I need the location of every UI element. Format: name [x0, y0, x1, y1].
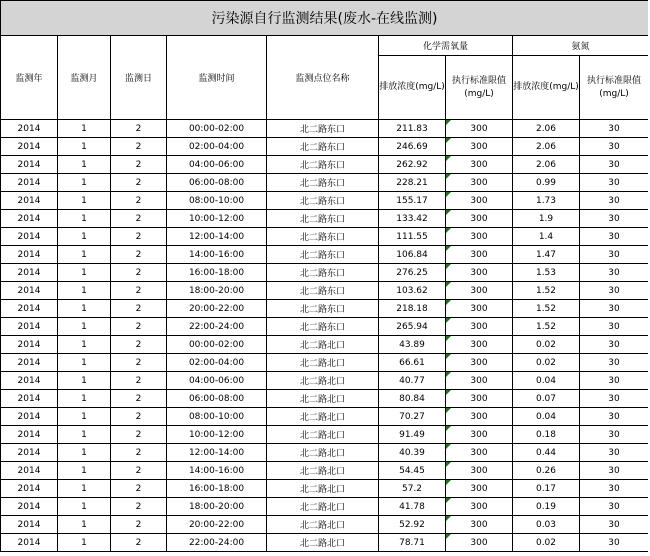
cell-month[interactable]: 1	[58, 516, 111, 534]
cell-month[interactable]: 1	[58, 336, 111, 354]
cell-day[interactable]: 2	[111, 138, 167, 156]
cell-cod-conc[interactable]: 276.25	[379, 264, 446, 282]
cell-site[interactable]: 北二路东口	[267, 120, 379, 138]
cell-day[interactable]: 2	[111, 246, 167, 264]
cell-day[interactable]: 2	[111, 372, 167, 390]
cell-time[interactable]: 06:00-08:00	[167, 390, 267, 408]
cell-ammonia-limit[interactable]: 30	[580, 120, 649, 138]
cell-year[interactable]: 2014	[1, 354, 58, 372]
cell-site[interactable]: 北二路东口	[267, 174, 379, 192]
table-row	[1, 210, 649, 228]
cell-ammonia-conc[interactable]: 0.02	[513, 354, 580, 372]
cell-ammonia-limit[interactable]: 30	[580, 534, 649, 552]
cell-day[interactable]: 2	[111, 282, 167, 300]
cell-time[interactable]: 22:00-24:00	[167, 534, 267, 552]
cell-site[interactable]: 北二路北口	[267, 372, 379, 390]
table-row	[1, 498, 649, 516]
cell-year[interactable]: 2014	[1, 192, 58, 210]
cell-site[interactable]: 北二路东口	[267, 300, 379, 318]
header-ammonia-conc[interactable]: 排放浓度(mg/L)	[513, 56, 580, 120]
cell-cod-conc[interactable]: 70.27	[379, 408, 446, 426]
cell-month[interactable]: 1	[58, 300, 111, 318]
cell-site[interactable]: 北二路北口	[267, 408, 379, 426]
cell-time[interactable]: 04:00-06:00	[167, 372, 267, 390]
cell-cod-limit[interactable]: 300	[446, 354, 513, 372]
cell-time[interactable]: 04:00-06:00	[167, 156, 267, 174]
cell-ammonia-conc[interactable]: 2.06	[513, 156, 580, 174]
header-year[interactable]: 监测年	[1, 36, 58, 120]
cell-month[interactable]: 1	[58, 534, 111, 552]
cell-year[interactable]: 2014	[1, 426, 58, 444]
cell-ammonia-limit[interactable]: 30	[580, 372, 649, 390]
cell-month[interactable]: 1	[58, 498, 111, 516]
cell-month[interactable]: 1	[58, 462, 111, 480]
cell-ammonia-limit[interactable]: 30	[580, 426, 649, 444]
cell-cod-limit[interactable]: 300	[446, 264, 513, 282]
cell-site[interactable]: 北二路北口	[267, 498, 379, 516]
cell-cod-limit[interactable]: 300	[446, 282, 513, 300]
cell-cod-conc[interactable]: 246.69	[379, 138, 446, 156]
table-row	[1, 516, 649, 534]
table-title[interactable]: 污染源自行监测结果(废水-在线监测)	[1, 1, 649, 36]
cell-cod-conc[interactable]: 40.77	[379, 372, 446, 390]
cell-time[interactable]: 00:00-02:00	[167, 120, 267, 138]
cell-site[interactable]: 北二路北口	[267, 534, 379, 552]
cell-cod-conc[interactable]: 91.49	[379, 426, 446, 444]
cell-cod-limit[interactable]: 300	[446, 318, 513, 336]
cell-cod-limit[interactable]: 300	[446, 336, 513, 354]
cell-ammonia-limit[interactable]: 30	[580, 174, 649, 192]
cell-ammonia-limit[interactable]: 30	[580, 516, 649, 534]
cell-ammonia-limit[interactable]: 30	[580, 498, 649, 516]
cell-year[interactable]: 2014	[1, 174, 58, 192]
table-row	[1, 336, 649, 354]
cell-cod-conc[interactable]: 262.92	[379, 156, 446, 174]
cell-year[interactable]: 2014	[1, 372, 58, 390]
cell-time[interactable]: 10:00-12:00	[167, 426, 267, 444]
cell-cod-limit[interactable]: 300	[446, 426, 513, 444]
table-row	[1, 444, 649, 462]
cell-day[interactable]: 2	[111, 210, 167, 228]
cell-cod-conc[interactable]: 52.92	[379, 516, 446, 534]
cell-ammonia-conc[interactable]: 1.52	[513, 318, 580, 336]
cell-time[interactable]: 12:00-14:00	[167, 444, 267, 462]
cell-site[interactable]: 北二路北口	[267, 426, 379, 444]
cell-ammonia-limit[interactable]: 30	[580, 336, 649, 354]
cell-ammonia-conc[interactable]: 1.9	[513, 210, 580, 228]
cell-time[interactable]: 16:00-18:00	[167, 480, 267, 498]
cell-ammonia-conc[interactable]: 0.07	[513, 390, 580, 408]
cell-day[interactable]: 2	[111, 444, 167, 462]
header-time[interactable]: 监测时间	[167, 36, 267, 120]
table-row	[1, 480, 649, 498]
cell-day[interactable]: 2	[111, 228, 167, 246]
header-month[interactable]: 监测月	[58, 36, 111, 120]
cell-month[interactable]: 1	[58, 246, 111, 264]
table-row	[1, 138, 649, 156]
cell-day[interactable]: 2	[111, 120, 167, 138]
cell-ammonia-limit[interactable]: 30	[580, 264, 649, 282]
cell-time[interactable]: 02:00-04:00	[167, 354, 267, 372]
cell-cod-limit[interactable]: 300	[446, 300, 513, 318]
cell-day[interactable]: 2	[111, 498, 167, 516]
cell-cod-limit[interactable]: 300	[446, 156, 513, 174]
cell-site[interactable]: 北二路北口	[267, 462, 379, 480]
cell-day[interactable]: 2	[111, 354, 167, 372]
cell-ammonia-conc[interactable]: 1.73	[513, 192, 580, 210]
cell-ammonia-conc[interactable]: 0.19	[513, 498, 580, 516]
cell-day[interactable]: 2	[111, 300, 167, 318]
table-row	[1, 282, 649, 300]
cell-ammonia-conc[interactable]: 0.04	[513, 372, 580, 390]
cell-ammonia-limit[interactable]: 30	[580, 138, 649, 156]
table-row	[1, 534, 649, 552]
cell-cod-conc[interactable]: 66.61	[379, 354, 446, 372]
table-row	[1, 390, 649, 408]
cell-site[interactable]: 北二路东口	[267, 264, 379, 282]
cell-month[interactable]: 1	[58, 156, 111, 174]
table-row	[1, 156, 649, 174]
cell-cod-conc[interactable]: 40.39	[379, 444, 446, 462]
cell-day[interactable]: 2	[111, 156, 167, 174]
cell-ammonia-limit[interactable]: 30	[580, 462, 649, 480]
cell-site[interactable]: 北二路北口	[267, 516, 379, 534]
cell-cod-conc[interactable]: 218.18	[379, 300, 446, 318]
cell-month[interactable]: 1	[58, 480, 111, 498]
cell-site[interactable]: 北二路东口	[267, 228, 379, 246]
cell-month[interactable]: 1	[58, 138, 111, 156]
cell-cod-limit[interactable]: 300	[446, 372, 513, 390]
cell-cod-limit[interactable]: 300	[446, 228, 513, 246]
cell-day[interactable]: 2	[111, 480, 167, 498]
cell-cod-limit[interactable]: 300	[446, 408, 513, 426]
cell-cod-limit[interactable]: 300	[446, 192, 513, 210]
cell-cod-conc[interactable]: 103.62	[379, 282, 446, 300]
cell-year[interactable]: 2014	[1, 480, 58, 498]
cell-month[interactable]: 1	[58, 228, 111, 246]
cell-day[interactable]: 2	[111, 264, 167, 282]
cell-ammonia-conc[interactable]: 1.53	[513, 264, 580, 282]
cell-time[interactable]: 16:00-18:00	[167, 264, 267, 282]
cell-ammonia-limit[interactable]: 30	[580, 318, 649, 336]
cell-time[interactable]: 18:00-20:00	[167, 282, 267, 300]
cell-site[interactable]: 北二路北口	[267, 444, 379, 462]
table-row	[1, 372, 649, 390]
cell-ammonia-conc[interactable]: 0.26	[513, 462, 580, 480]
cell-ammonia-limit[interactable]: 30	[580, 444, 649, 462]
cell-year[interactable]: 2014	[1, 282, 58, 300]
cell-cod-conc[interactable]: 106.84	[379, 246, 446, 264]
cell-day[interactable]: 2	[111, 534, 167, 552]
header-site[interactable]: 监测点位名称	[267, 36, 379, 120]
cell-ammonia-conc[interactable]: 0.02	[513, 336, 580, 354]
cell-cod-conc[interactable]: 111.55	[379, 228, 446, 246]
cell-site[interactable]: 北二路东口	[267, 156, 379, 174]
cell-time[interactable]: 14:00-16:00	[167, 246, 267, 264]
cell-month[interactable]: 1	[58, 390, 111, 408]
cell-site[interactable]: 北二路北口	[267, 336, 379, 354]
cell-cod-conc[interactable]: 155.17	[379, 192, 446, 210]
cell-site[interactable]: 北二路东口	[267, 210, 379, 228]
cell-time[interactable]: 20:00-22:00	[167, 516, 267, 534]
cell-cod-conc[interactable]: 80.84	[379, 390, 446, 408]
table-row	[1, 426, 649, 444]
cell-ammonia-limit[interactable]: 30	[580, 228, 649, 246]
cell-site[interactable]: 北二路东口	[267, 318, 379, 336]
cell-cod-limit[interactable]: 300	[446, 480, 513, 498]
cell-ammonia-conc[interactable]: 1.52	[513, 300, 580, 318]
cell-ammonia-limit[interactable]: 30	[580, 210, 649, 228]
cell-ammonia-conc[interactable]: 2.06	[513, 120, 580, 138]
cell-year[interactable]: 2014	[1, 228, 58, 246]
cell-year[interactable]: 2014	[1, 210, 58, 228]
cell-time[interactable]: 08:00-10:00	[167, 192, 267, 210]
cell-site[interactable]: 北二路东口	[267, 138, 379, 156]
cell-ammonia-limit[interactable]: 30	[580, 246, 649, 264]
cell-ammonia-conc[interactable]: 2.06	[513, 138, 580, 156]
cell-site[interactable]: 北二路北口	[267, 390, 379, 408]
cell-month[interactable]: 1	[58, 282, 111, 300]
cell-time[interactable]: 10:00-12:00	[167, 210, 267, 228]
cell-day[interactable]: 2	[111, 516, 167, 534]
cell-cod-conc[interactable]: 57.2	[379, 480, 446, 498]
cell-site[interactable]: 北二路北口	[267, 354, 379, 372]
cell-day[interactable]: 2	[111, 462, 167, 480]
table-row	[1, 174, 649, 192]
cell-month[interactable]: 1	[58, 264, 111, 282]
cell-ammonia-conc[interactable]: 1.52	[513, 282, 580, 300]
table-row	[1, 408, 649, 426]
cell-ammonia-conc[interactable]: 0.18	[513, 426, 580, 444]
cell-year[interactable]: 2014	[1, 300, 58, 318]
cell-ammonia-conc[interactable]: 0.03	[513, 516, 580, 534]
cell-ammonia-limit[interactable]: 30	[580, 156, 649, 174]
cell-year[interactable]: 2014	[1, 498, 58, 516]
cell-time[interactable]: 20:00-22:00	[167, 300, 267, 318]
cell-ammonia-limit[interactable]: 30	[580, 192, 649, 210]
cell-year[interactable]: 2014	[1, 444, 58, 462]
cell-month[interactable]: 1	[58, 444, 111, 462]
header-ammonia[interactable]: 氨氮	[513, 36, 649, 56]
table-row	[1, 318, 649, 336]
table-row	[1, 120, 649, 138]
cell-ammonia-limit[interactable]: 30	[580, 282, 649, 300]
cell-year[interactable]: 2014	[1, 246, 58, 264]
cell-ammonia-conc[interactable]: 0.02	[513, 534, 580, 552]
cell-cod-limit[interactable]: 300	[446, 444, 513, 462]
cell-year[interactable]: 2014	[1, 516, 58, 534]
cell-cod-limit[interactable]: 300	[446, 390, 513, 408]
cell-year[interactable]: 2014	[1, 120, 58, 138]
header-day[interactable]: 监测日	[111, 36, 167, 120]
cell-cod-conc[interactable]: 78.71	[379, 534, 446, 552]
header-cod[interactable]: 化学需氧量	[379, 36, 513, 56]
cell-month[interactable]: 1	[58, 192, 111, 210]
cell-year[interactable]: 2014	[1, 318, 58, 336]
cell-day[interactable]: 2	[111, 336, 167, 354]
cell-day[interactable]: 2	[111, 390, 167, 408]
cell-time[interactable]: 18:00-20:00	[167, 498, 267, 516]
cell-month[interactable]: 1	[58, 408, 111, 426]
cell-day[interactable]: 2	[111, 174, 167, 192]
table-row	[1, 228, 649, 246]
cell-site[interactable]: 北二路东口	[267, 282, 379, 300]
table-row	[1, 462, 649, 480]
cell-year[interactable]: 2014	[1, 264, 58, 282]
cell-cod-conc[interactable]: 265.94	[379, 318, 446, 336]
cell-ammonia-conc[interactable]: 1.47	[513, 246, 580, 264]
cell-cod-limit[interactable]: 300	[446, 120, 513, 138]
cell-cod-conc[interactable]: 43.89	[379, 336, 446, 354]
cell-time[interactable]: 06:00-08:00	[167, 174, 267, 192]
cell-cod-conc[interactable]: 54.45	[379, 462, 446, 480]
cell-year[interactable]: 2014	[1, 408, 58, 426]
cell-site[interactable]: 北二路北口	[267, 480, 379, 498]
cell-month[interactable]: 1	[58, 426, 111, 444]
cell-ammonia-limit[interactable]: 30	[580, 408, 649, 426]
cell-ammonia-limit[interactable]: 30	[580, 300, 649, 318]
cell-year[interactable]: 2014	[1, 534, 58, 552]
cell-ammonia-conc[interactable]: 0.17	[513, 480, 580, 498]
cell-month[interactable]: 1	[58, 120, 111, 138]
cell-ammonia-conc[interactable]: 0.44	[513, 444, 580, 462]
cell-cod-conc[interactable]: 228.21	[379, 174, 446, 192]
cell-ammonia-conc[interactable]: 0.04	[513, 408, 580, 426]
cell-cod-limit[interactable]: 300	[446, 210, 513, 228]
cell-cod-limit[interactable]: 300	[446, 462, 513, 480]
cell-cod-limit[interactable]: 300	[446, 174, 513, 192]
cell-time[interactable]: 22:00-24:00	[167, 318, 267, 336]
table-row	[1, 264, 649, 282]
cell-time[interactable]: 08:00-10:00	[167, 408, 267, 426]
cell-month[interactable]: 1	[58, 354, 111, 372]
cell-year[interactable]: 2014	[1, 138, 58, 156]
cell-time[interactable]: 02:00-04:00	[167, 138, 267, 156]
cell-month[interactable]: 1	[58, 318, 111, 336]
table-row	[1, 300, 649, 318]
header-cod-limit[interactable]: 执行标准限值(mg/L)	[446, 56, 513, 120]
cell-year[interactable]: 2014	[1, 390, 58, 408]
cell-ammonia-limit[interactable]: 30	[580, 390, 649, 408]
cell-cod-limit[interactable]: 300	[446, 516, 513, 534]
cell-day[interactable]: 2	[111, 408, 167, 426]
cell-site[interactable]: 北二路东口	[267, 246, 379, 264]
cell-year[interactable]: 2014	[1, 156, 58, 174]
cell-cod-conc[interactable]: 41.78	[379, 498, 446, 516]
cell-month[interactable]: 1	[58, 174, 111, 192]
cell-month[interactable]: 1	[58, 372, 111, 390]
cell-day[interactable]: 2	[111, 426, 167, 444]
cell-cod-limit[interactable]: 300	[446, 534, 513, 552]
header-ammonia-limit[interactable]: 执行标准限值(mg/L)	[580, 56, 649, 120]
cell-ammonia-limit[interactable]: 30	[580, 480, 649, 498]
cell-cod-limit[interactable]: 300	[446, 138, 513, 156]
cell-cod-limit[interactable]: 300	[446, 246, 513, 264]
cell-ammonia-conc[interactable]: 1.4	[513, 228, 580, 246]
cell-cod-limit[interactable]: 300	[446, 498, 513, 516]
cell-cod-conc[interactable]: 133.42	[379, 210, 446, 228]
cell-time[interactable]: 00:00-02:00	[167, 336, 267, 354]
header-cod-conc[interactable]: 排放浓度(mg/L)	[379, 56, 446, 120]
table-row	[1, 192, 649, 210]
cell-ammonia-conc[interactable]: 0.99	[513, 174, 580, 192]
cell-cod-conc[interactable]: 211.83	[379, 120, 446, 138]
cell-time[interactable]: 14:00-16:00	[167, 462, 267, 480]
table-row	[1, 246, 649, 264]
cell-ammonia-limit[interactable]: 30	[580, 354, 649, 372]
cell-time[interactable]: 12:00-14:00	[167, 228, 267, 246]
cell-year[interactable]: 2014	[1, 462, 58, 480]
cell-day[interactable]: 2	[111, 192, 167, 210]
cell-year[interactable]: 2014	[1, 336, 58, 354]
cell-site[interactable]: 北二路东口	[267, 192, 379, 210]
table-row	[1, 354, 649, 372]
cell-month[interactable]: 1	[58, 210, 111, 228]
cell-day[interactable]: 2	[111, 318, 167, 336]
